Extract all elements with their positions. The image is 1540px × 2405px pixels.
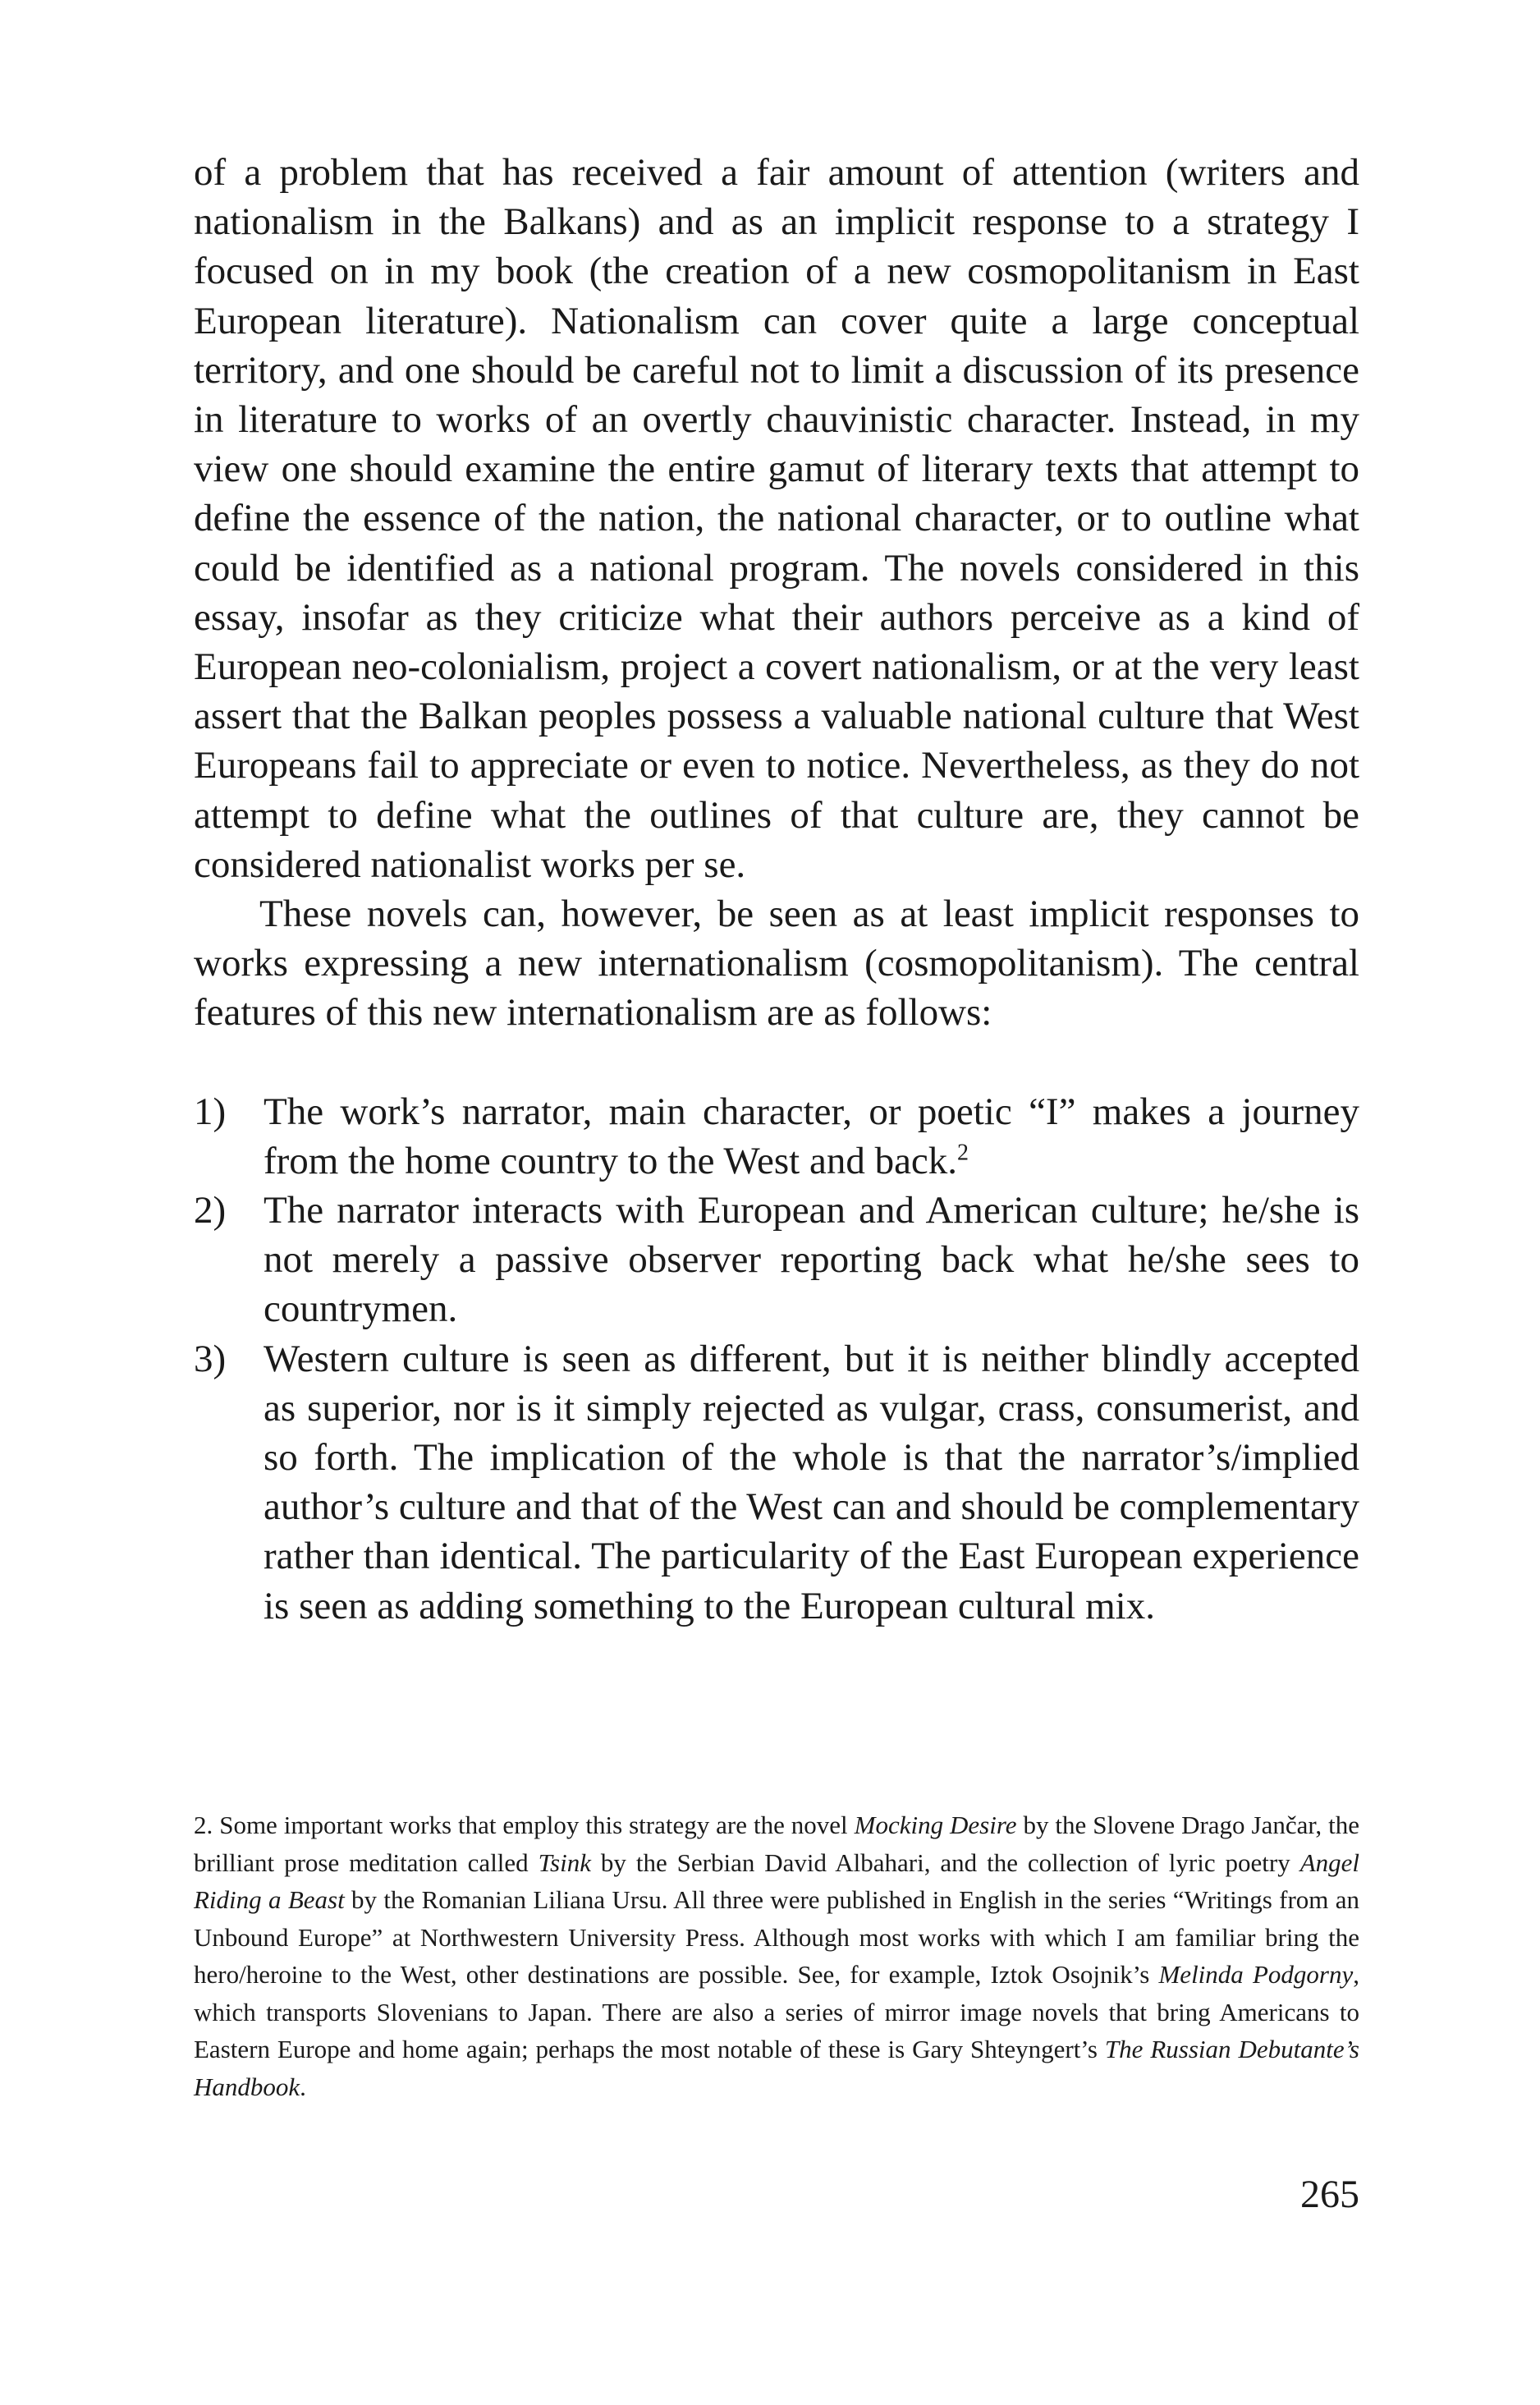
list-item [194,1334,1359,1631]
page-number: 265 [1300,2173,1359,2216]
list-item-text: Western culture is seen as different, but it is neither blindly accepted as superior, nor is it simply rejected as vulgar, crass, consumerist, and so forth. The implication of the whole is that the narrator’s/implied author’s culture and that of the West can and should be complementary rather than identical. The particularity of the East European experience is seen as adding something to the European cultural mix. [264,1337,1359,1627]
footnote [194,1806,1359,2105]
list-item-number: 3) [194,1337,227,1380]
footnote-title-mocking-desire: Mocking Desire [854,1811,1017,1839]
list-item-number: 2) [194,1189,227,1232]
list-item-number: 1) [194,1090,227,1133]
footnote-text: . [300,2072,306,2101]
list-item-text: The narrator interacts with European and American culture; he/she is not merely a passive observer reporting back what he/she sees to countrymen. [264,1189,1359,1331]
paragraph-2: These novels can, however, be seen as at least implicit responses to works expressing a new internationalism (cosmopolitanism). The central features of this new internationalism are as follows: [194,893,1359,1035]
footnote-text: by the Romanian Liliana Ursu. All three were published in English in the series “Writings from an Unbound Europe” at Northwestern University Press. Although most works with which I am familiar bring the hero/heroine to the West, other destinations are possible. See, for example, Iztok Osojnik’s [194,1885,1359,1989]
footnote-ref[interactable]: 2 [957,1140,969,1166]
page-body [194,148,1359,1631]
footnote-text: , which transports Slovenians to Japan. There are also a series of mirror image novels that bring Americans to Eastern Europe and home again; perhaps the most notable of these is Gary Shteyngert’s [194,1960,1359,2063]
list-item [194,1186,1359,1334]
footnote-title-angel-riding-a-beast: Angel Riding a Beast [194,1847,1359,1914]
footnote-number: 2. [194,1811,213,1839]
features-list [194,1087,1359,1631]
footnote-title-tsink: Tsink [538,1847,591,1877]
footnote-text: Some important works that employ this strategy are the novel [213,1811,855,1839]
list-item [194,1087,1359,1186]
footnote-text: by the Serbian David Albahari, and the collection of lyric poetry [590,1847,1300,1877]
list-item-text: The work’s narrator, main character, or poetic “I” makes a journey from the home country to the West and back. [264,1090,1359,1182]
footnote-title-russian-debutantes-handbook: The Russian Debutante’s Handbook [194,2035,1359,2101]
paragraph-1: of a problem that has received a fair amount of attention (writers and nationalism in the Balkans) and as an implicit response to a strategy I focused on in my book (the creation of a new cosmopolitanism in East European literature). Nationalism can cover quite a large conceptual territory, and one should be careful not to limit a discussion of its presence in literature to works of an overtly chauvinistic character. Instead, in my view one should examine the entire gamut of literary texts that attempt to define the essence of the nation, the national character, or to outline what could be identified as a national program. The novels considered in this essay, insofar as they criticize what their authors perceive as a kind of European neo-colonialism, project a covert nationalism, or at the very least assert that the Balkan peoples possess a valuable national culture that West Europeans fail to appreciate or even to notice. Nevertheless, as they do not attempt to define what the outlines of that culture are, they cannot be considered nationalist works per se. [194,151,1359,886]
footnote-title-melinda-podgorny: Melinda Podgorny [1158,1960,1354,1989]
footnote-text: by the Slovene Drago Jančar, the brilliant prose meditation called [194,1811,1359,1877]
